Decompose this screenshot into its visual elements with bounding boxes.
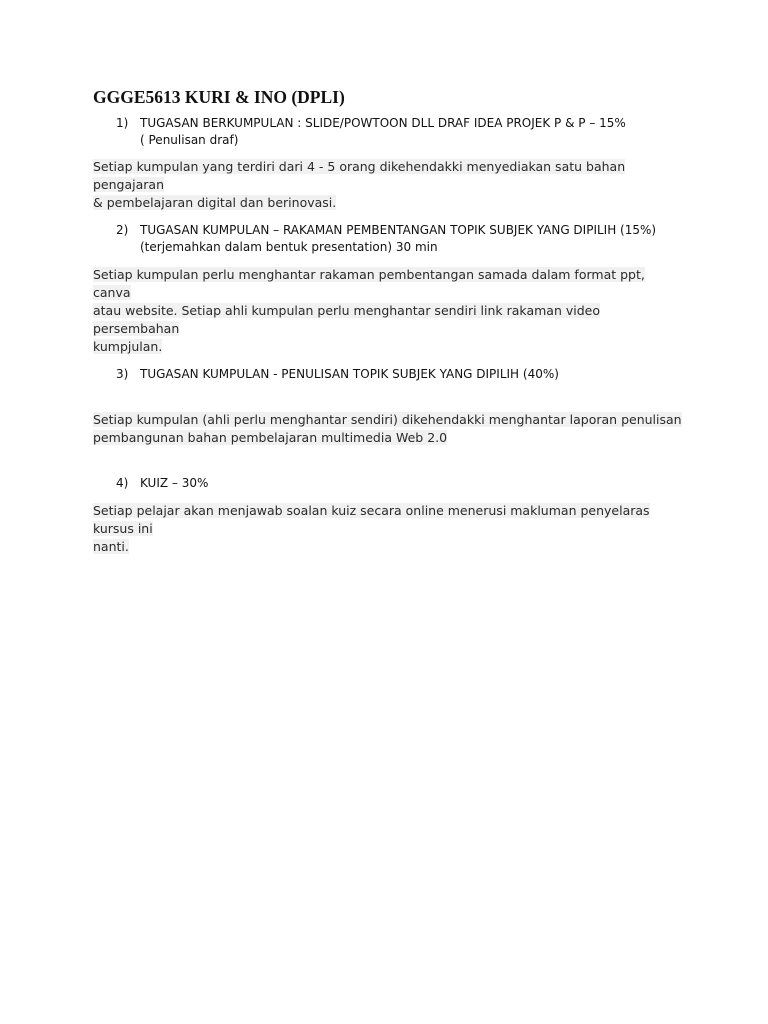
section-2-heading xyxy=(93,222,683,256)
section-1-body xyxy=(93,158,683,212)
document-page xyxy=(93,86,683,556)
section-3-heading xyxy=(93,366,683,383)
section-1-body-line-2: & pembelajaran digital dan berinovasi. xyxy=(93,195,337,210)
section-3-body xyxy=(93,411,683,447)
section-2-body-line-3: kumpjulan. xyxy=(93,339,163,354)
document-title: GGGE5613 KURI & INO (DPLI) xyxy=(93,87,345,107)
section-1-heading-line-2: ( Penulisan draf) xyxy=(140,133,239,147)
section-1-body-line-1: Setiap kumpulan yang terdiri dari 4 - 5 orang dikehendakki menyediakan satu bahan pengajaran xyxy=(93,159,626,192)
section-4-number: 4) xyxy=(116,476,129,490)
section-2-body-line-1: Setiap kumpulan perlu menghantar rakaman pembentangan samada dalam format ppt, canva xyxy=(93,267,645,300)
section-2-body-line-2: atau website. Setiap ahli kumpulan perlu menghantar sendiri link rakaman video persembahan xyxy=(93,303,600,336)
section-4-heading xyxy=(93,475,683,492)
section-3-number: 3) xyxy=(116,367,129,381)
section-2-heading-line-1: TUGASAN KUMPULAN – RAKAMAN PEMBENTANGAN TOPIK SUBJEK YANG DIPILIH (15%) xyxy=(140,223,657,237)
section-2-heading-line-2: (terjemahkan dalam bentuk presentation) 30 min xyxy=(140,240,438,254)
section-3-body-line-2: pembangunan bahan pembelajaran multimedia Web 2.0 xyxy=(93,430,448,445)
section-1-heading-line-1: TUGASAN BERKUMPULAN : SLIDE/POWTOON DLL DRAF IDEA PROJEK P & P – 15% xyxy=(140,116,626,130)
section-3-heading-line-1: TUGASAN KUMPULAN - PENULISAN TOPIK SUBJEK YANG DIPILIH (40%) xyxy=(140,367,559,381)
section-1-number: 1) xyxy=(116,116,129,130)
section-1-heading xyxy=(93,115,683,149)
section-4-body-line-2: nanti. xyxy=(93,539,129,554)
section-4-body xyxy=(93,502,683,556)
section-2-number: 2) xyxy=(116,223,129,237)
section-2-body xyxy=(93,266,683,356)
section-3-body-line-1: Setiap kumpulan (ahli perlu menghantar sendiri) dikehendakki menghantar laporan penulisan xyxy=(93,412,682,427)
section-4-body-line-1: Setiap pelajar akan menjawab soalan kuiz secara online menerusi makluman penyelaras kursus ini xyxy=(93,503,650,536)
section-4-heading-line-1: KUIZ – 30% xyxy=(140,476,209,490)
